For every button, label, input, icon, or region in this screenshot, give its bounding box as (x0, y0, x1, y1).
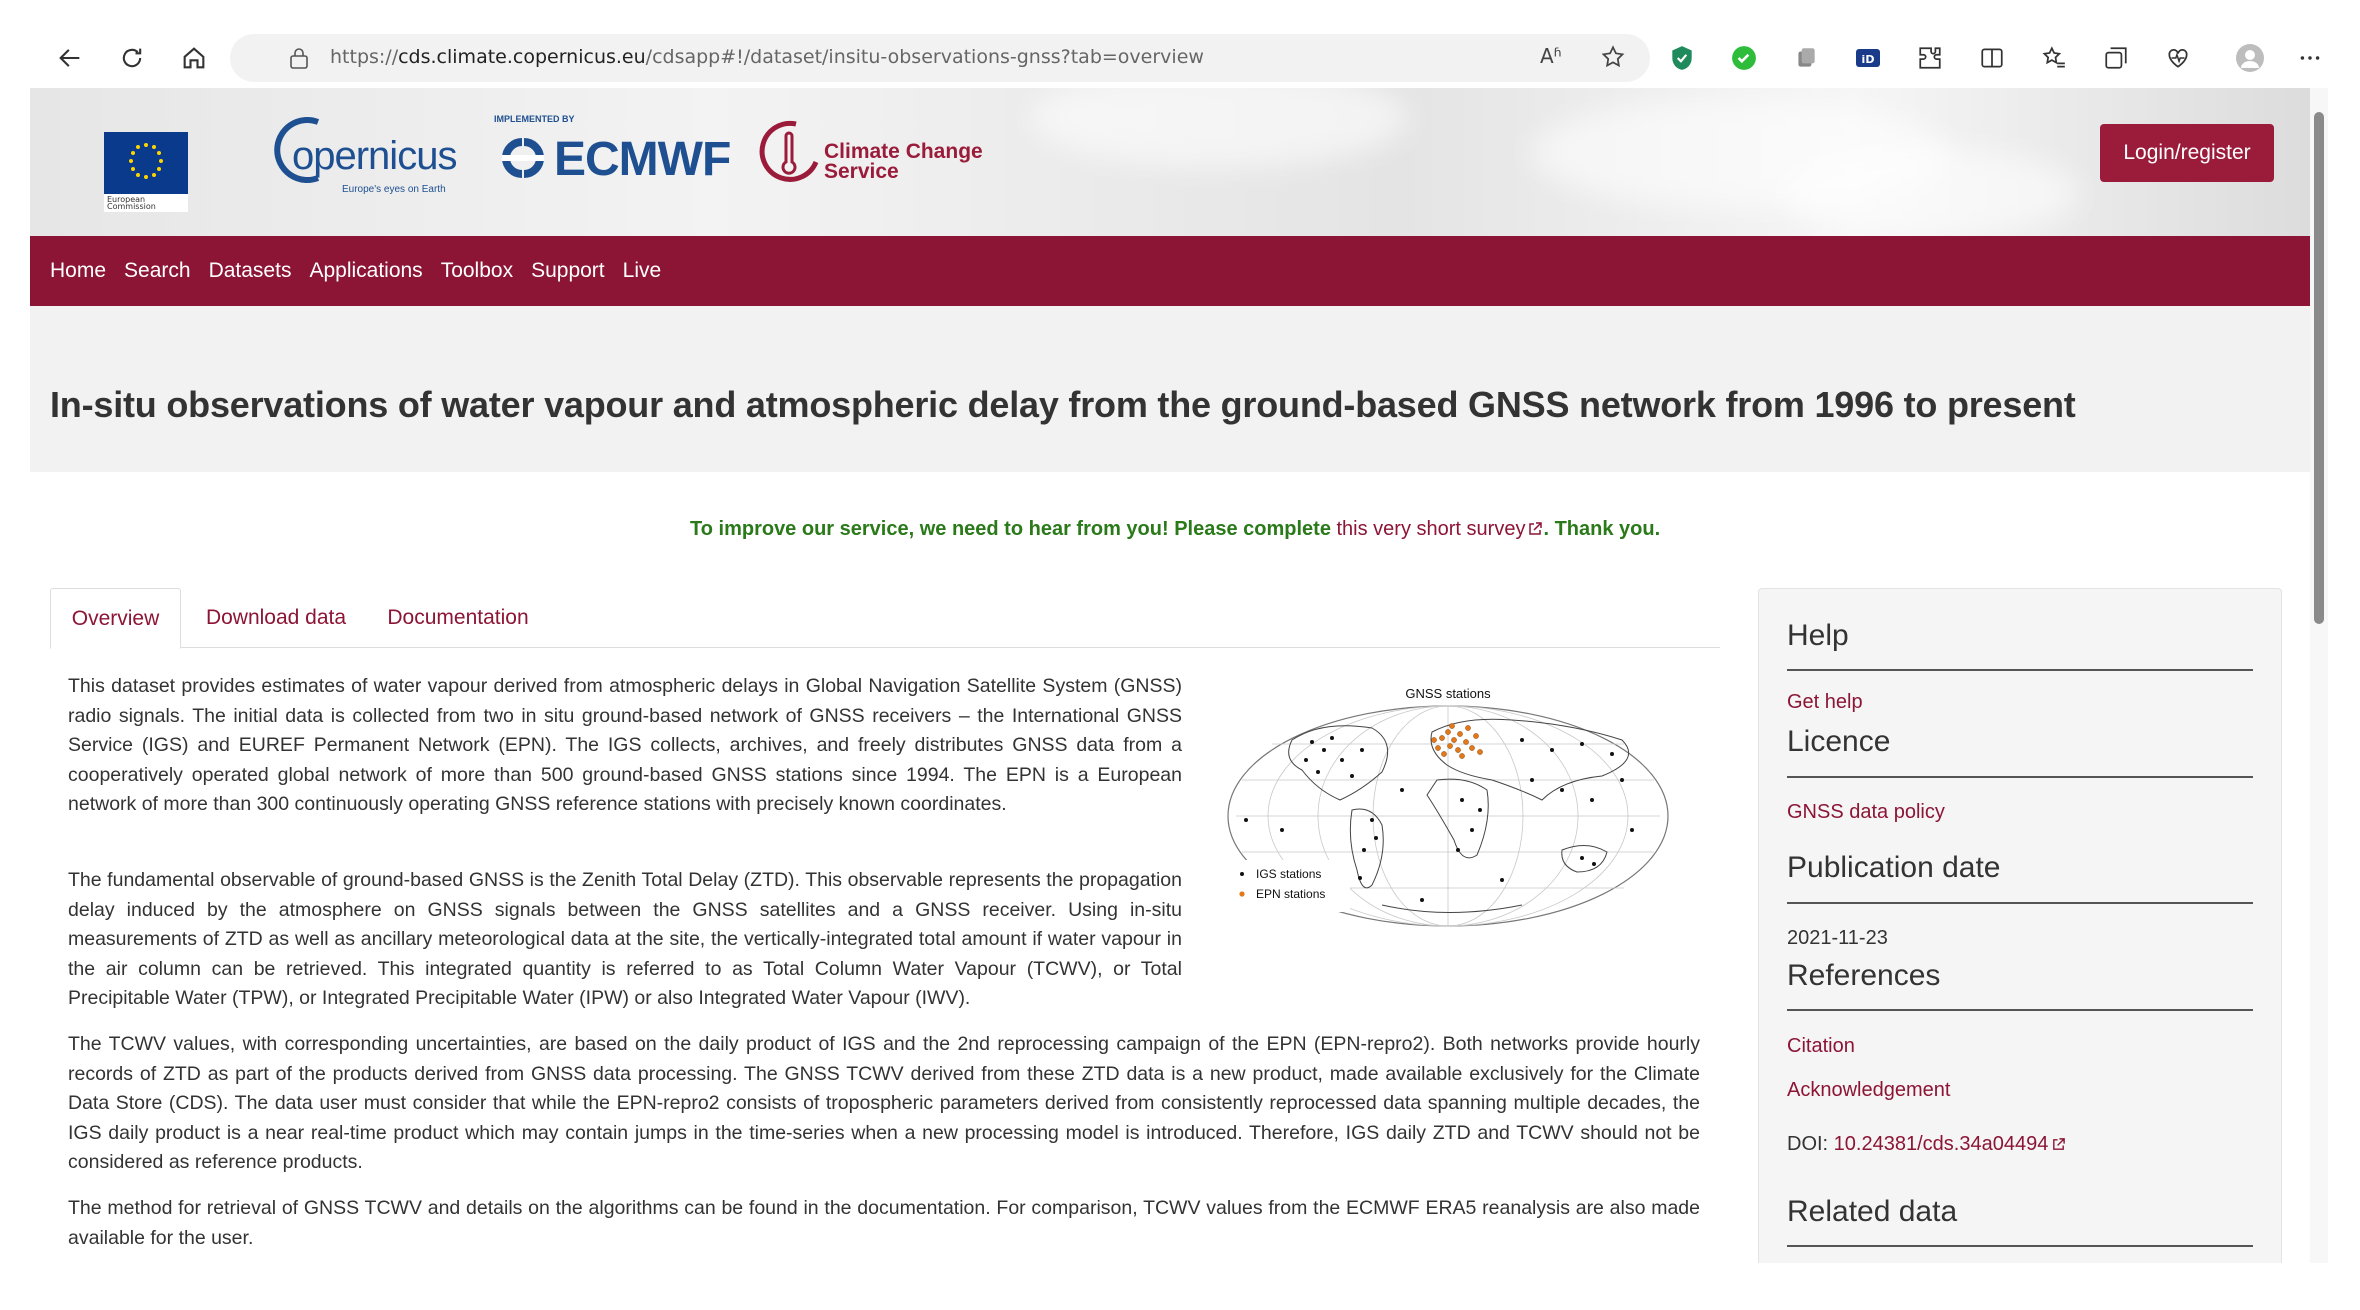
overview-paragraph-4: The method for retrieval of GNSS TCWV and details on the algorithms can be found in the documentation. For comparison, TCWV values from the ECMWF ERA5 reanalysis are also made available for the user. (68, 1197, 1700, 1249)
map-title: GNSS stations (1405, 686, 1491, 701)
help-divider (1787, 669, 2253, 671)
nav-home[interactable]: Home (50, 259, 107, 282)
collections-icon[interactable] (2098, 40, 2134, 76)
survey-notice: To improve our service, we need to hear from you! Please complete this very short survey . Thank you. (690, 518, 1661, 540)
lock-icon[interactable] (288, 46, 310, 74)
external-link-icon (2051, 1137, 2066, 1152)
publication-date: 2021-11-23 (1787, 927, 1888, 949)
help-heading: Help (1787, 619, 1849, 652)
split-screen-icon[interactable] (1974, 40, 2010, 76)
nav-search[interactable]: Search (124, 259, 191, 282)
references-heading: References (1787, 959, 1941, 992)
related-divider (1787, 1245, 2253, 1247)
doi-line: DOI: 10.24381/cds.34a04494 (1787, 1133, 2066, 1156)
back-icon[interactable] (48, 36, 92, 80)
eu-flag-logo[interactable] (104, 132, 188, 194)
nav-applications[interactable]: Applications (309, 259, 423, 282)
dataset-sidebar (1758, 588, 2282, 1310)
browser-toolbar (30, 28, 2330, 88)
publication-date-heading: Publication date (1787, 851, 2001, 884)
health-heart-icon[interactable] (2160, 40, 2196, 76)
id-extension-icon[interactable] (1850, 40, 1886, 76)
puzzle-extensions-icon[interactable] (1912, 40, 1948, 76)
tab-overview[interactable]: Overview (50, 588, 181, 649)
overview-paragraph-3: The TCWV values, with corresponding uncertainties, are based on the daily product of IGS and the 2nd reprocessing campaign of the EPN (EPN-repro2). Both networks provide hourly records of ZTD as part of the products derived from GNSS data processing. The GNSS TCWV derived from these ZTD data is a new product, made available exclusively for the Climate Data Store (CDS). The data user must consider that while the EPN-repro2 consists of tropospheric parameters derived from consistently reprocessed data spanning multiple decades, the IGS daily product is a near real-time product which may contain jumps in the time-series when a new processing model is introduced. Therefore, IGS daily ZTD and TCWV should not be considered as reference products. (68, 1033, 1700, 1174)
eu-label: European Commission (104, 194, 188, 212)
get-help-link[interactable]: Get help (1787, 691, 1863, 713)
citation-link[interactable]: Citation (1787, 1035, 1855, 1057)
overview-paragraph-2: The fundamental observable of ground-based GNSS is the Zenith Total Delay (ZTD). This observable represents the propagation delay induced by the atmosphere on GNSS signals between the GNSS satellites and a GNSS receiver. Using in-situ measurements of ZTD as well as ancillary meteorological data at the site, the vertically-integrated total amount if water vapour in the air column can be retrieved. This integrated quantity is referred to as Total Column Water Vapour (TCWV), or Total Precipitable Water (TPW), or Integrated Precipitable Water (IPW) or also Integrated Water Vapour (IWV). (68, 869, 1182, 1010)
licence-divider (1787, 776, 2253, 778)
nav-toolbox[interactable]: Toolbox (440, 259, 514, 282)
map-legend-epn: EPN stations (1256, 887, 1326, 901)
home-icon[interactable] (172, 36, 216, 80)
shield-extension-icon[interactable] (1664, 40, 1700, 76)
main-navigation (30, 236, 2310, 306)
site-header (30, 88, 2310, 236)
nav-datasets[interactable]: Datasets (208, 259, 292, 282)
svg-text:iD: iD (1861, 53, 1875, 66)
ecmwf-logo[interactable]: IMPLEMENTED BY ECMWF (494, 114, 731, 186)
copy-extension-icon[interactable] (1788, 40, 1824, 76)
doi-link[interactable]: 10.24381/cds.34a04494 (1833, 1133, 2049, 1155)
favorites-icon[interactable] (2036, 40, 2072, 76)
profile-avatar-icon[interactable] (2232, 40, 2268, 76)
address-bar[interactable] (230, 34, 1650, 82)
login-register-button[interactable]: Login/register (2100, 124, 2274, 182)
licence-heading: Licence (1787, 725, 1891, 758)
check-extension-icon[interactable] (1726, 40, 1762, 76)
read-aloud-icon[interactable]: Aʱ (1540, 44, 1562, 68)
dataset-tabs (50, 588, 1720, 648)
scrollbar-thumb[interactable] (2314, 112, 2324, 624)
tab-download-data[interactable]: Download data (205, 606, 347, 629)
climate-change-service-logo[interactable]: Climate Change Service (756, 118, 996, 198)
nav-support[interactable]: Support (531, 259, 605, 282)
publication-divider (1787, 902, 2253, 904)
external-link-icon (1527, 521, 1543, 537)
more-menu-icon[interactable] (2292, 40, 2328, 76)
url-text[interactable]: https://cds.climate.copernicus.eu/cdsapp#!/dataset/insitu-observations-gnss?tab=overview (330, 46, 1204, 68)
copernicus-logo[interactable]: opernicus Europe's eyes on Earth (266, 110, 466, 200)
map-legend-igs: IGS stations (1256, 867, 1322, 881)
acknowledgement-link[interactable]: Acknowledgement (1787, 1079, 1951, 1101)
reload-icon[interactable] (110, 36, 154, 80)
page-title: In-situ observations of water vapour and atmospheric delay from the ground-based GNSS network from 1996 to present (50, 384, 2076, 425)
nav-live[interactable]: Live (622, 259, 662, 282)
favorite-star-icon[interactable] (1600, 44, 1626, 74)
related-data-heading: Related data (1787, 1195, 1958, 1228)
survey-link[interactable]: this very short survey (1336, 518, 1526, 540)
page-scrollbar[interactable] (2310, 88, 2328, 1263)
title-band (30, 306, 2310, 472)
viewport-bottom-edge (0, 1263, 2360, 1310)
overview-paragraph-1: This dataset provides estimates of water vapour derived from atmospheric delays in Global Navigation Satellite System (GNSS) radio signals. The initial data is collected from two in situ ground-based network of GNSS receivers – the International GNSS Service (IGS) and EUREF Permanent Network (EPN). The IGS collects, archives, and freely distributes GNSS data from a cooperatively operated global network of more than 500 ground-based GNSS stations since 1994. The EPN is a European network of more than 300 continuously operating GNSS reference stations with precisely known coordinates. (68, 675, 1182, 816)
licence-link[interactable]: GNSS data policy (1787, 801, 1945, 823)
references-divider (1787, 1009, 2253, 1011)
tab-documentation[interactable]: Documentation (387, 606, 529, 629)
gnss-stations-map (1222, 680, 1674, 930)
